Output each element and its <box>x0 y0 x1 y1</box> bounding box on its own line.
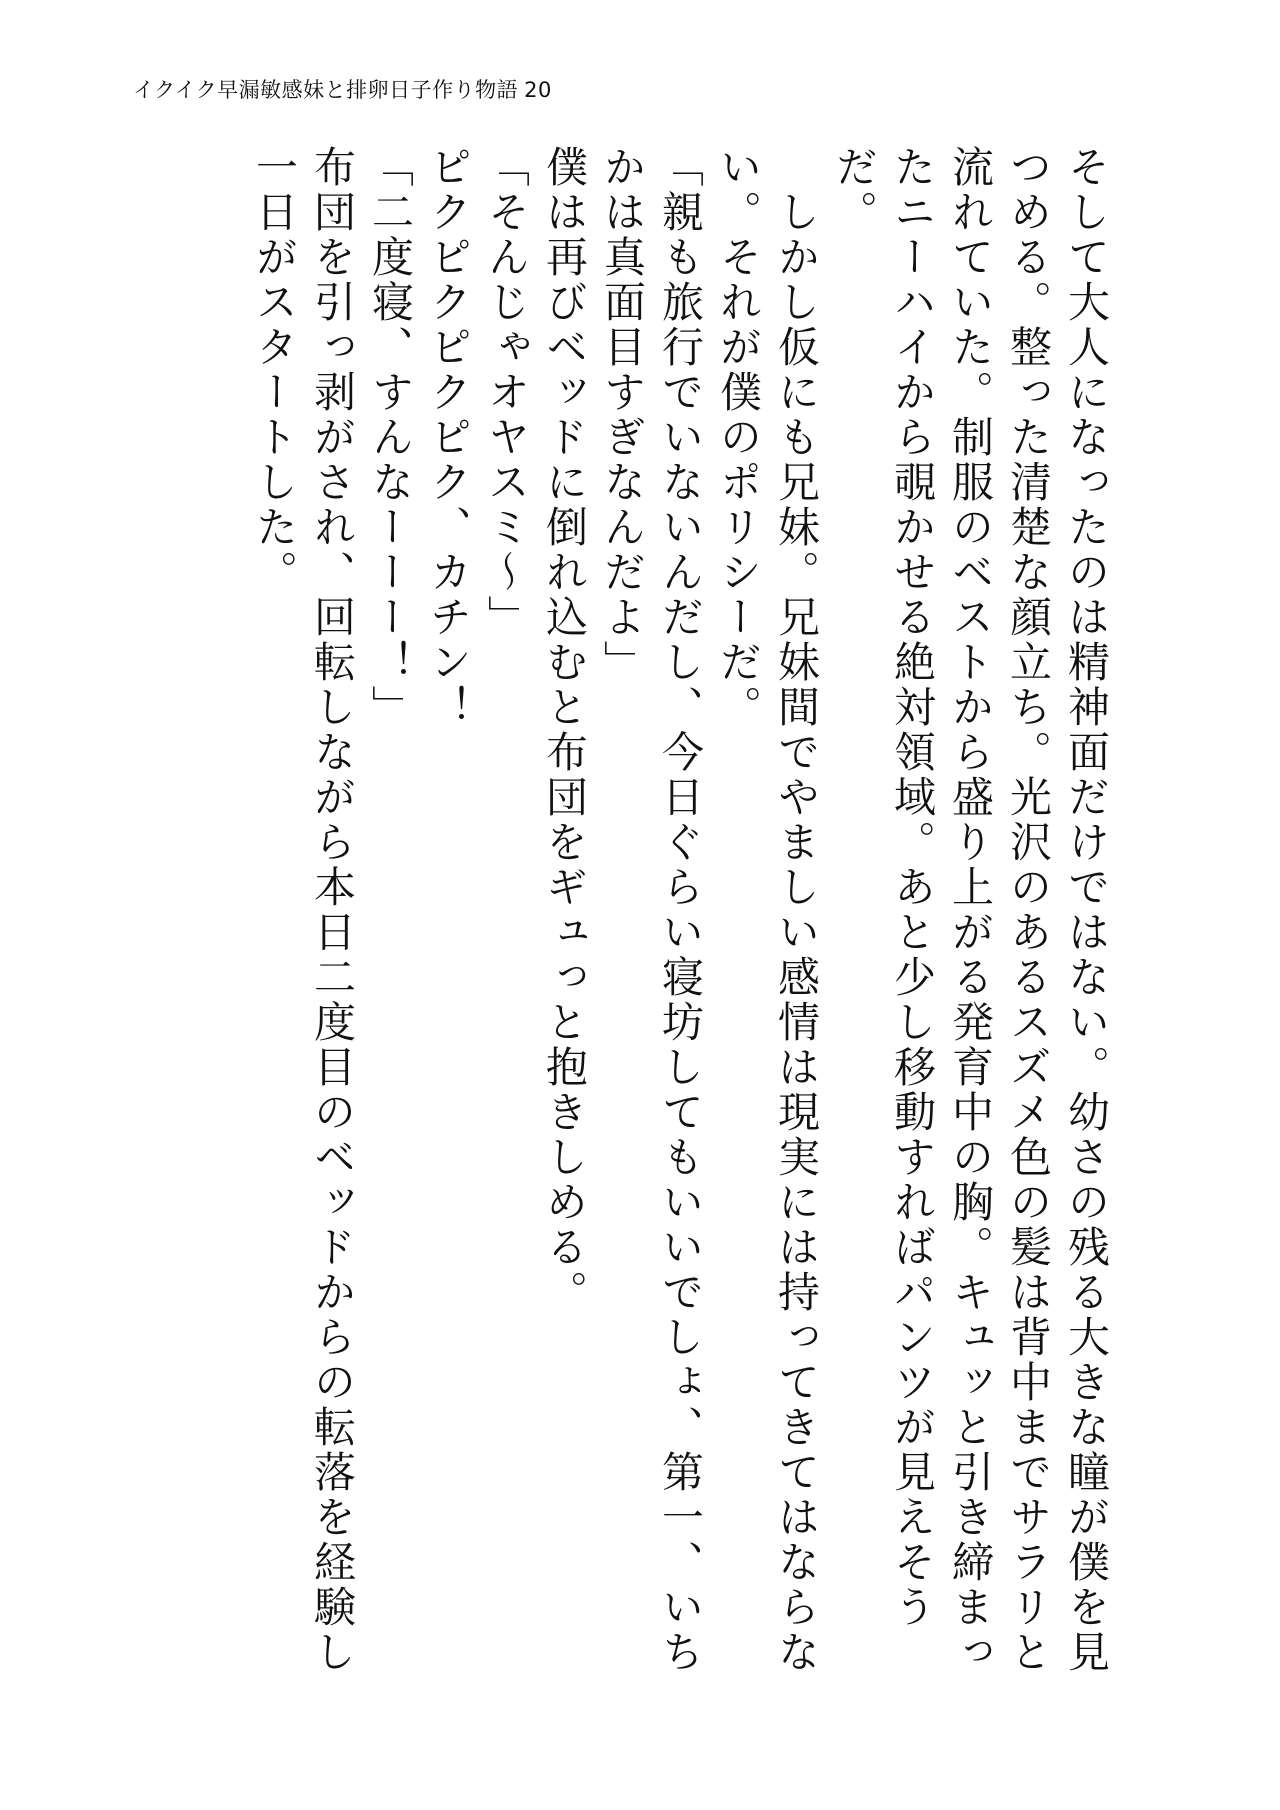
paragraph: ピクピクピクピク、カチン！ <box>424 145 473 730</box>
paragraph: 「そんじゃオヤスミ～」 <box>482 145 531 640</box>
paragraph: 「二度寝、すんなーーー！」 <box>366 145 415 730</box>
vertical-text-body <box>245 145 1115 1685</box>
page-number: 20 <box>524 78 552 102</box>
paragraph: そして大人になったのは精神面だけではない。幼さの残る大きな瞳が僕を見つめる。整った清楚な顔立ち。光沢のあるスズメ色の髪は背中までサラリと流れていた。制服のベストから盛り上がる発育中の胸。キュッと引き締まったニーハイから覗かせる絶対領域。あと少し移動すればパンツが見えそうだ。 <box>830 145 1111 1675</box>
paragraph: 僕は再びベッドに倒れ込むと布団をギュっと抱きしめる。 <box>540 145 589 1315</box>
book-title: イクイク早漏敏感妹と排卵日子作り物語 <box>133 78 519 102</box>
running-header <box>133 74 552 104</box>
paragraph: 布団を引っ剥がされ、回転しながら本日二度目のベッドからの転落を経験し一日がスタートした。 <box>250 145 357 1675</box>
paragraph: しかし仮にも兄妹。兄妹間でやましい感情は現実には持ってきてはならない。それが僕のポリシーだ。 <box>714 145 821 1675</box>
paragraph: 「親も旅行でいないんだし、今日ぐらい寝坊してもいいでしょ、第一、いちかは真面目すぎなんだよ」 <box>598 145 705 1675</box>
